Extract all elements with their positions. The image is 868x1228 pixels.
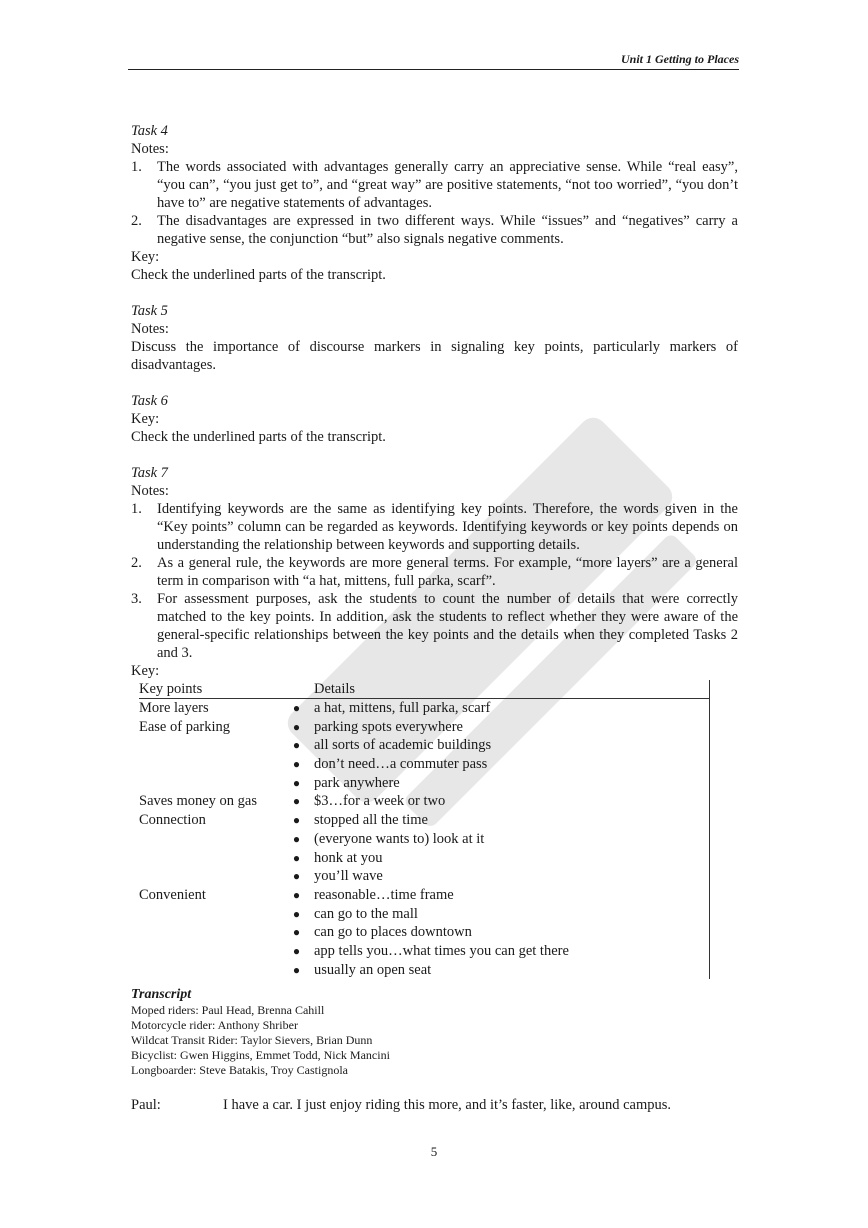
table-row: [139, 774, 709, 793]
note-text: Identifying keywords are the same as identifying key points. Therefore, the words given in the “Key points” column can be regarded as keywords. Identifying keywords or key points depends on understanding the relationship between keywords and supporting details.: [157, 501, 738, 553]
key-point-cell: Saves money on gas: [139, 793, 257, 810]
task4-section: [131, 122, 738, 284]
key-point-cell: Convenient: [139, 886, 206, 903]
bullet-icon: ●: [292, 813, 301, 828]
bullet-icon: ●: [292, 869, 301, 884]
detail-cell: you’ll wave: [314, 868, 383, 885]
task6-key-label: Key:: [131, 411, 160, 427]
table-row: [139, 942, 709, 961]
detail-cell: reasonable…time frame: [314, 886, 454, 903]
table-row: [139, 699, 709, 718]
task4-notes-list: [131, 158, 738, 248]
bullet-icon: ●: [292, 775, 301, 790]
task7-notes-label: Notes:: [131, 483, 169, 499]
note-text: As a general rule, the keywords are more general terms. For example, “more layers” are a general term in comparison with “a hat, mittens, full parka, scarf”.: [157, 555, 738, 589]
task5-notes-label: Notes:: [131, 321, 169, 337]
note-item: [131, 212, 738, 248]
bullet-icon: ●: [292, 719, 301, 734]
note-text: The words associated with advantages generally carry an appreciative sense. While “real easy”, “you can”, “you just get to”, and “great way” are positive statements, “not too worried”, “you don’t have to” are negative statements of advantages.: [157, 159, 738, 211]
key-point-cell: [139, 923, 279, 942]
bullet-icon: ●: [292, 794, 301, 809]
table-row: [139, 867, 709, 886]
detail-cell: $3…for a week or two: [314, 793, 446, 810]
note-item: [131, 158, 738, 212]
key-point-cell: Connection: [139, 812, 206, 829]
note-item: [131, 500, 738, 554]
task6-title: Task 6: [131, 393, 168, 409]
bullet-icon: ●: [292, 887, 301, 902]
key-point-cell: [139, 830, 279, 849]
bullet-icon: ●: [292, 906, 301, 921]
detail-cell: honk at you: [314, 849, 383, 866]
task4-notes-label: Notes:: [131, 141, 169, 157]
detail-cell: (everyone wants to) look at it: [314, 830, 485, 847]
task4-key-label: Key:: [131, 249, 160, 265]
bullet-icon: ●: [292, 738, 301, 753]
key-points-table: [139, 680, 710, 979]
detail-cell: all sorts of academic buildings: [314, 737, 492, 754]
table-row: [139, 736, 709, 755]
task7-title: Task 7: [131, 465, 168, 481]
task6-key-text: Check the underlined parts of the transcript.: [131, 429, 386, 445]
table-row: [139, 811, 709, 830]
task5-notes-text: Discuss the importance of discourse markers in signaling key points, particularly markers of disadvantages.: [131, 339, 738, 373]
table-row: [139, 792, 709, 811]
table-row: [139, 830, 709, 849]
key-point-cell: [139, 942, 279, 961]
detail-cell: park anywhere: [314, 774, 400, 791]
note-item: [131, 554, 738, 590]
key-point-cell: [139, 961, 279, 980]
dialogue-line: [131, 1097, 738, 1114]
table-body: [139, 699, 709, 979]
running-header: Unit 1 Getting to Places: [128, 52, 739, 70]
key-point-cell: [139, 774, 279, 793]
detail-cell: can go to places downtown: [314, 924, 472, 941]
detail-cell: app tells you…what times you can get there: [314, 942, 569, 959]
note-number: 1.: [131, 159, 142, 175]
table-row: [139, 755, 709, 774]
bullet-icon: ●: [292, 943, 301, 958]
bullet-icon: ●: [292, 831, 301, 846]
note-number: 3.: [131, 591, 142, 607]
key-point-cell: More layers: [139, 700, 209, 716]
rider-line: Wildcat Transit Rider: Taylor Sievers, Brian Dunn: [131, 1033, 373, 1047]
note-text: The disadvantages are expressed in two different ways. While “issues” and “negatives” carry a negative sense, the conjunction “but” also signals negative comments.: [157, 213, 738, 247]
transcript-section: [131, 986, 738, 1078]
table-header-row: [139, 680, 709, 699]
note-text: For assessment purposes, ask the students to count the number of details that were correctly matched to the key points. In addition, ask the students to reflect whether they were aware of the general-specific relationships between the key points and the details when they completed Tasks 2 and 3.: [157, 591, 738, 661]
detail-cell: can go to the mall: [314, 905, 418, 922]
task7-section: [131, 464, 738, 979]
transcript-title: Transcript: [131, 987, 192, 1002]
bullet-icon: ●: [292, 925, 301, 940]
task4-key-text: Check the underlined parts of the transcript.: [131, 267, 386, 283]
key-point-cell: Ease of parking: [139, 718, 230, 735]
key-point-cell: [139, 849, 279, 868]
bullet-icon: ●: [292, 701, 301, 715]
note-item: [131, 590, 738, 662]
rider-line: Motorcycle rider: Anthony Shriber: [131, 1018, 298, 1032]
key-point-cell: [139, 905, 279, 924]
key-point-cell: [139, 755, 279, 774]
detail-cell: parking spots everywhere: [314, 718, 463, 735]
detail-cell: a hat, mittens, full parka, scarf: [314, 700, 491, 716]
header-details: Details: [314, 681, 356, 697]
table-row: [139, 905, 709, 924]
table-row: [139, 718, 709, 737]
detail-cell: stopped all the time: [314, 812, 428, 829]
table-row: [139, 849, 709, 868]
detail-cell: don’t need…a commuter pass: [314, 756, 488, 773]
header-key-points: Key points: [139, 681, 203, 697]
bullet-icon: ●: [292, 962, 301, 977]
key-point-cell: [139, 867, 279, 886]
rider-line: Bicyclist: Gwen Higgins, Emmet Todd, Nick Mancini: [131, 1048, 390, 1062]
detail-cell: usually an open seat: [314, 961, 432, 978]
note-number: 1.: [131, 501, 142, 517]
bullet-icon: ●: [292, 757, 301, 772]
bullet-icon: ●: [292, 850, 301, 865]
key-point-cell: [139, 736, 279, 755]
main-content: [131, 122, 738, 997]
task5-section: [131, 302, 738, 374]
task7-key-label: Key:: [131, 663, 160, 679]
speaker-line: I have a car. I just enjoy riding this more, and it’s faster, like, around campus.: [223, 1097, 671, 1113]
task7-notes-list: [131, 500, 738, 662]
task6-section: [131, 392, 738, 446]
table-row: [139, 923, 709, 942]
table-row: [139, 886, 709, 905]
note-number: 2.: [131, 213, 142, 229]
note-number: 2.: [131, 555, 142, 571]
rider-line: Longboarder: Steve Batakis, Troy Castignola: [131, 1063, 348, 1077]
rider-line: Moped riders: Paul Head, Brenna Cahill: [131, 1003, 325, 1017]
task4-title: Task 4: [131, 123, 168, 139]
page-number: 5: [430, 1144, 438, 1159]
speaker-name: Paul:: [131, 1097, 161, 1113]
task5-title: Task 5: [131, 303, 168, 319]
table-row: [139, 961, 709, 980]
